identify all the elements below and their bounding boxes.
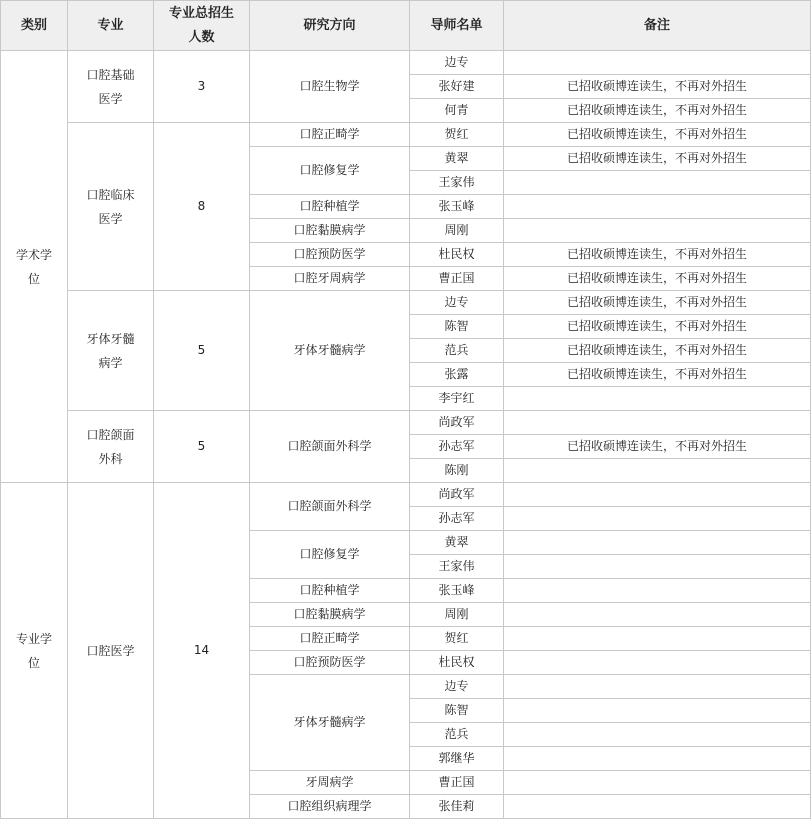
remark-cell — [504, 771, 811, 795]
tutor-cell: 尚政军 — [410, 411, 504, 435]
remark-cell — [504, 723, 811, 747]
table-row — [1, 291, 811, 315]
remark-cell — [504, 51, 811, 75]
tutor-cell: 曹正国 — [410, 267, 504, 291]
direction-cell: 口腔生物学 — [250, 51, 410, 123]
tutor-cell: 陈智 — [410, 315, 504, 339]
remark-cell — [504, 579, 811, 603]
remark-cell: 已招收硕博连读生，不再对外招生 — [504, 123, 811, 147]
tutor-cell: 杜民权 — [410, 651, 504, 675]
remark-cell — [504, 699, 811, 723]
direction-cell: 牙体牙髓病学 — [250, 291, 410, 411]
category-professional: 专业学 位 — [1, 483, 68, 819]
major-cell: 口腔颌面 外科 — [68, 411, 154, 483]
major-count: 5 — [154, 411, 250, 483]
tutor-cell: 边专 — [410, 675, 504, 699]
direction-cell: 口腔正畸学 — [250, 123, 410, 147]
direction-cell: 口腔黏膜病学 — [250, 603, 410, 627]
tutor-cell: 杜民权 — [410, 243, 504, 267]
direction-cell: 口腔种植学 — [250, 195, 410, 219]
remark-cell: 已招收硕博连读生，不再对外招生 — [504, 363, 811, 387]
table-row — [1, 411, 811, 435]
remark-cell — [504, 219, 811, 243]
remark-cell: 已招收硕博连读生，不再对外招生 — [504, 315, 811, 339]
direction-cell: 牙周病学 — [250, 771, 410, 795]
remark-cell: 已招收硕博连读生，不再对外招生 — [504, 99, 811, 123]
remark-cell — [504, 651, 811, 675]
tutor-cell: 王家伟 — [410, 171, 504, 195]
tutor-cell: 范兵 — [410, 723, 504, 747]
tutor-cell: 边专 — [410, 291, 504, 315]
tutor-cell: 张好建 — [410, 75, 504, 99]
direction-cell: 口腔黏膜病学 — [250, 219, 410, 243]
major-cell: 口腔临床 医学 — [68, 123, 154, 291]
direction-cell: 口腔种植学 — [250, 579, 410, 603]
header-remarks: 备注 — [504, 1, 811, 51]
remark-cell: 已招收硕博连读生，不再对外招生 — [504, 291, 811, 315]
direction-cell: 口腔预防医学 — [250, 651, 410, 675]
tutor-cell: 郭继华 — [410, 747, 504, 771]
category-academic: 学术学 位 — [1, 51, 68, 483]
table-row — [1, 123, 811, 147]
tutor-cell: 范兵 — [410, 339, 504, 363]
remark-cell: 已招收硕博连读生，不再对外招生 — [504, 435, 811, 459]
header-total-enrollment: 专业总招生 人数 — [154, 1, 250, 51]
remark-cell — [504, 387, 811, 411]
remark-cell — [504, 555, 811, 579]
tutor-cell: 孙志军 — [410, 507, 504, 531]
table-row — [1, 483, 811, 507]
tutor-cell: 周刚 — [410, 603, 504, 627]
tutor-cell: 张玉峰 — [410, 579, 504, 603]
direction-cell: 口腔颌面外科学 — [250, 483, 410, 531]
header-tutor-list: 导师名单 — [410, 1, 504, 51]
remark-cell — [504, 675, 811, 699]
tutor-cell: 边专 — [410, 51, 504, 75]
tutor-cell: 张露 — [410, 363, 504, 387]
remark-cell — [504, 195, 811, 219]
major-cell: 口腔基础 医学 — [68, 51, 154, 123]
remark-cell: 已招收硕博连读生，不再对外招生 — [504, 267, 811, 291]
tutor-cell: 何青 — [410, 99, 504, 123]
direction-cell: 口腔修复学 — [250, 147, 410, 195]
remark-cell — [504, 459, 811, 483]
table-row — [1, 51, 811, 75]
remark-cell: 已招收硕博连读生，不再对外招生 — [504, 243, 811, 267]
tutor-cell: 张佳莉 — [410, 795, 504, 819]
remark-cell — [504, 171, 811, 195]
remark-cell — [504, 603, 811, 627]
major-count: 14 — [154, 483, 250, 819]
direction-cell: 口腔牙周病学 — [250, 267, 410, 291]
tutor-cell: 周刚 — [410, 219, 504, 243]
tutor-cell: 黄翠 — [410, 531, 504, 555]
remark-cell — [504, 627, 811, 651]
header-category: 类别 — [1, 1, 68, 51]
direction-cell: 口腔预防医学 — [250, 243, 410, 267]
direction-cell: 牙体牙髓病学 — [250, 675, 410, 771]
major-count: 8 — [154, 123, 250, 291]
major-cell: 牙体牙髓 病学 — [68, 291, 154, 411]
remark-cell — [504, 747, 811, 771]
remark-cell — [504, 483, 811, 507]
major-cell: 口腔医学 — [68, 483, 154, 819]
major-count: 3 — [154, 51, 250, 123]
header-major: 专业 — [68, 1, 154, 51]
tutor-cell: 尚政军 — [410, 483, 504, 507]
tutor-cell: 陈刚 — [410, 459, 504, 483]
tutor-cell: 张玉峰 — [410, 195, 504, 219]
tutor-cell: 李宇红 — [410, 387, 504, 411]
direction-cell: 口腔修复学 — [250, 531, 410, 579]
remark-cell — [504, 531, 811, 555]
remark-cell: 已招收硕博连读生，不再对外招生 — [504, 339, 811, 363]
tutor-cell: 黄翠 — [410, 147, 504, 171]
major-count: 5 — [154, 291, 250, 411]
tutor-cell: 贺红 — [410, 627, 504, 651]
direction-cell: 口腔组织病理学 — [250, 795, 410, 819]
remark-cell: 已招收硕博连读生，不再对外招生 — [504, 75, 811, 99]
tutor-cell: 王家伟 — [410, 555, 504, 579]
remark-cell — [504, 795, 811, 819]
remark-cell — [504, 507, 811, 531]
header-research-direction: 研究方向 — [250, 1, 410, 51]
remark-cell — [504, 411, 811, 435]
direction-cell: 口腔正畸学 — [250, 627, 410, 651]
tutor-cell: 贺红 — [410, 123, 504, 147]
remark-cell: 已招收硕博连读生，不再对外招生 — [504, 147, 811, 171]
tutor-cell: 陈智 — [410, 699, 504, 723]
header-row — [1, 1, 811, 51]
tutor-cell: 孙志军 — [410, 435, 504, 459]
direction-cell: 口腔颌面外科学 — [250, 411, 410, 483]
tutor-cell: 曹正国 — [410, 771, 504, 795]
